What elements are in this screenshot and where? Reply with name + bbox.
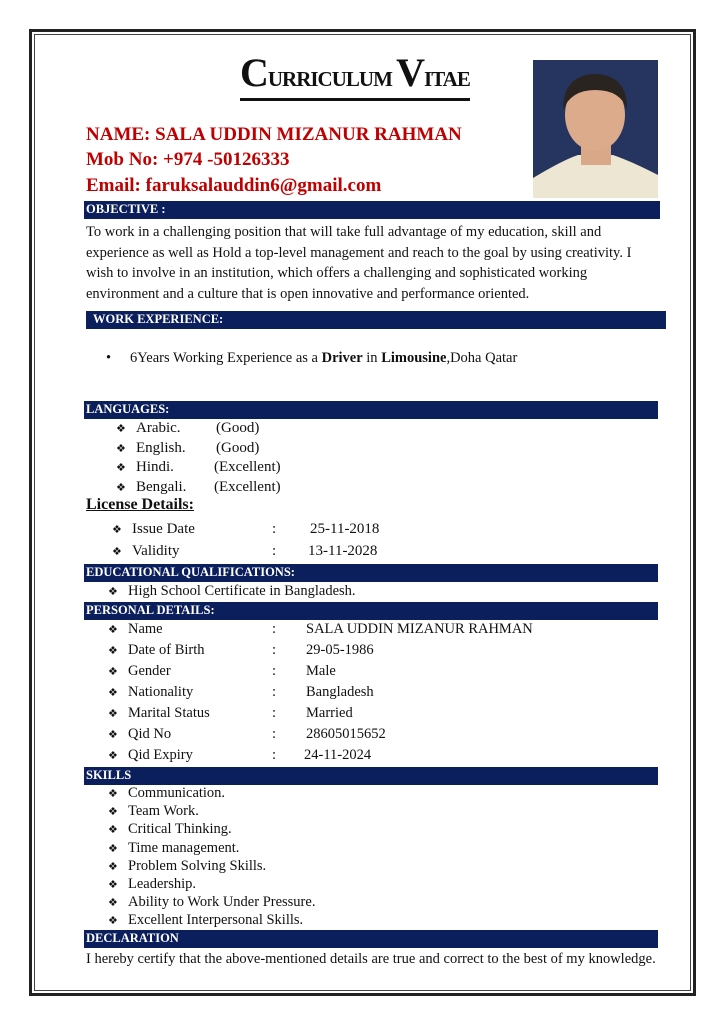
license-value: 25-11-2018 [310, 521, 380, 537]
language-name: English. [136, 439, 186, 456]
personal-value: 24-11-2024 [304, 747, 372, 763]
personal-detail-row: ❖ Qid No : 28605015652 [108, 726, 386, 742]
education-item [108, 583, 356, 600]
section-personal-heading: PERSONAL DETAILS: [84, 602, 658, 620]
personal-value: Male [306, 663, 336, 679]
section-declaration-heading: DECLARATION [84, 930, 658, 948]
language-level: (Good) [216, 420, 260, 436]
language-item [116, 439, 260, 457]
section-objective-heading: OBJECTIVE : [84, 201, 660, 219]
personal-label: Qid Expiry [128, 747, 193, 763]
diamond-bullet-icon: ❖ [112, 524, 122, 536]
diamond-bullet-icon: ❖ [108, 897, 118, 910]
personal-value: 29-05-1986 [306, 642, 374, 658]
diamond-bullet-icon: ❖ [108, 824, 118, 837]
language-level: (Excellent) [214, 478, 281, 495]
skill-text: Team Work. [128, 803, 199, 820]
skill-item [108, 840, 239, 857]
language-level: (Good) [216, 439, 260, 456]
diamond-bullet-icon: ❖ [108, 860, 118, 873]
diamond-bullet-icon: ❖ [116, 442, 126, 455]
diamond-bullet-icon: ❖ [116, 462, 126, 474]
section-skills-heading: SKILLS [84, 767, 658, 785]
section-languages-heading: LANGUAGES: [84, 401, 658, 419]
personal-value: Married [306, 705, 353, 721]
personal-detail-row: ❖ Name : SALA UDDIN MIZANUR RAHMAN [108, 621, 533, 637]
skill-text: Problem Solving Skills. [128, 857, 267, 874]
language-item [116, 420, 260, 437]
diamond-bullet-icon: ❖ [108, 687, 118, 699]
diamond-bullet-icon: ❖ [108, 624, 118, 636]
personal-detail-row: ❖ Qid Expiry : 24-11-2024 [108, 747, 372, 763]
skill-text: Excellent Interpersonal Skills. [128, 912, 304, 929]
personal-detail-row: ❖ Gender : Male [108, 663, 336, 679]
candidate-name: NAME: SALA UDDIN MIZANUR RAHMAN [86, 124, 462, 145]
license-label: Issue Date [132, 521, 195, 537]
diamond-bullet-icon: ❖ [108, 806, 118, 819]
diamond-bullet-icon: ❖ [116, 423, 126, 435]
personal-label: Marital Status [128, 705, 210, 721]
profile-photo [533, 60, 658, 198]
skill-item [108, 858, 266, 875]
personal-label: Date of Birth [128, 642, 205, 658]
diamond-bullet-icon: ❖ [108, 879, 118, 891]
personal-detail-row: ❖ Date of Birth : 29-05-1986 [108, 642, 374, 658]
diamond-bullet-icon: ❖ [108, 750, 118, 762]
personal-value: Bangladesh [306, 684, 374, 700]
skill-text: Critical Thinking. [128, 821, 232, 838]
diamond-bullet-icon: ❖ [108, 645, 118, 657]
skill-item [108, 803, 199, 820]
personal-label: Gender [128, 663, 171, 679]
diamond-bullet-icon: ❖ [108, 708, 118, 720]
skill-item [108, 912, 303, 929]
skill-item [108, 821, 232, 838]
personal-value: SALA UDDIN MIZANUR RAHMAN [306, 621, 533, 637]
section-education-heading: EDUCATIONAL QUALIFICATIONS: [84, 564, 658, 582]
work-item: • 6Years Working Experience as a Driver in Limousine,Doha Qatar [106, 350, 518, 366]
education-text: High School Certificate in Bangladesh. [128, 583, 356, 599]
language-name: Arabic. [136, 420, 181, 436]
diamond-bullet-icon: ❖ [108, 915, 118, 928]
document-title: CURRICULUM VITAE [240, 54, 470, 101]
diamond-bullet-icon: ❖ [116, 481, 126, 494]
personal-label: Nationality [128, 684, 194, 700]
personal-label: Name [128, 621, 163, 637]
license-item: ❖ Issue Date : 25-11-2018 [112, 521, 380, 537]
skill-item [108, 894, 315, 911]
diamond-bullet-icon: ❖ [108, 788, 118, 800]
diamond-bullet-icon: ❖ [108, 586, 118, 598]
language-item [116, 459, 281, 476]
personal-detail-row: ❖ Nationality : Bangladesh [108, 684, 374, 700]
personal-label: Qid No [128, 726, 172, 742]
skill-item [108, 785, 225, 802]
language-name: Hindi. [136, 459, 174, 475]
section-work-heading: WORK EXPERIENCE: [86, 311, 666, 329]
mobile-number: Mob No: +974 -50126333 [86, 149, 290, 170]
personal-detail-row: ❖ Marital Status : Married [108, 705, 353, 721]
diamond-bullet-icon: ❖ [108, 729, 118, 741]
skill-text: Ability to Work Under Pressure. [128, 894, 316, 911]
language-name: Bengali. [136, 478, 187, 495]
language-level: (Excellent) [214, 459, 281, 475]
skill-item [108, 876, 196, 893]
objective-text: To work in a challenging position that will take full advantage of my education, skill and experience as well as Hold a top-level management and reach to the goal by using creativity. I wish to involve in an institution, which offers a challenging and sophisticated working environment and a culture that is open innovative and performance oriented. [86, 224, 632, 302]
diamond-bullet-icon: ❖ [108, 666, 118, 678]
personal-value: 28605015652 [306, 726, 386, 742]
language-item [116, 478, 281, 496]
license-label: Validity [132, 543, 180, 559]
diamond-bullet-icon: ❖ [108, 842, 118, 855]
diamond-bullet-icon: ❖ [112, 546, 122, 558]
skill-text: Time management. [128, 839, 240, 856]
license-heading: License Details: [86, 496, 194, 513]
license-value: 13-11-2028 [308, 543, 378, 559]
email-address: Email: faruksalauddin6@gmail.com [86, 175, 382, 196]
skill-text: Leadership. [128, 876, 197, 892]
skill-text: Communication. [128, 785, 226, 801]
license-item: ❖ Validity : 13-11-2028 [112, 543, 378, 559]
declaration-text: I hereby certify that the above-mentioned details are true and correct to the best of my knowledge. [86, 951, 656, 967]
